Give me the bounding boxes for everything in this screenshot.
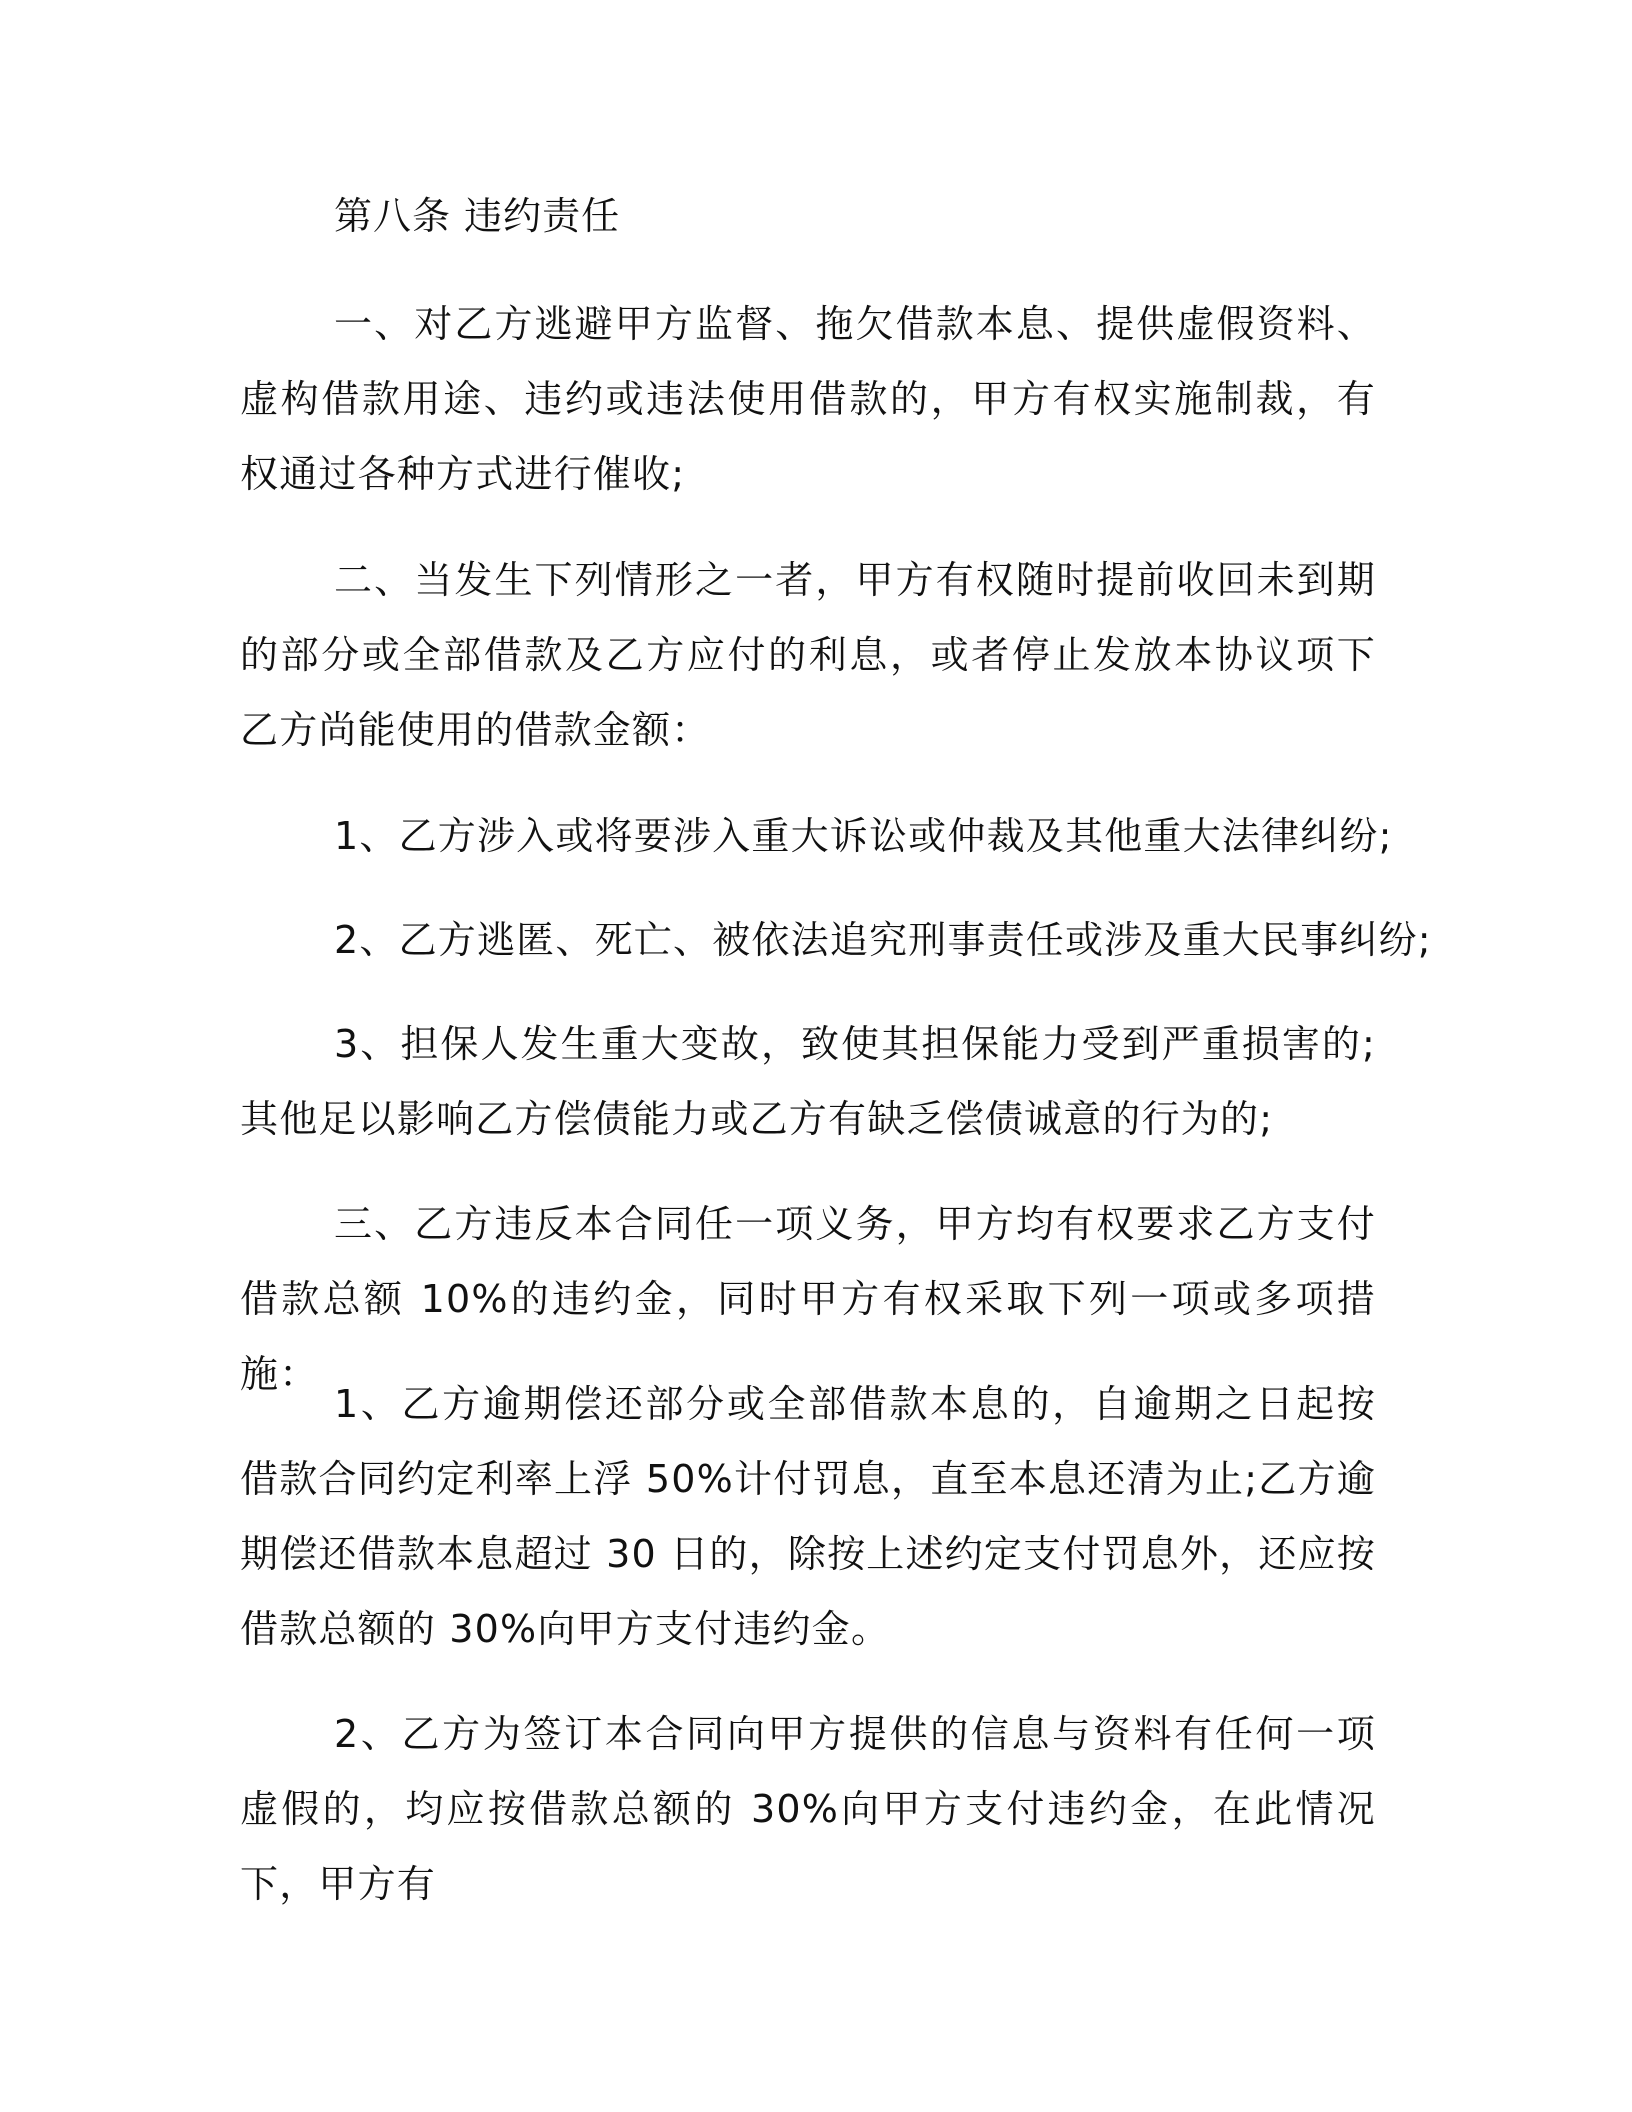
paragraph-3-item-1-overdue: 1、乙方逾期偿还部分或全部借款本息的，自逾期之日起按借款合同约定利率上浮 50%计付罚息，直至本息还清为止;乙方逾期偿还借款本息超过 30 日的，除按上述约定支付罚息外，还应按借款总额的 30%向甲方支付违约金。 xyxy=(240,1382,1376,1651)
paragraph-2-item-2-absconding: 2、乙方逃匿、死亡、被依法追究刑事责任或涉及重大民事纠纷; xyxy=(334,918,1432,962)
paragraph-2-item-3-guarantor: 3、担保人发生重大变故，致使其担保能力受到严重损害的;其他足以影响乙方偿债能力或乙方有缺乏偿债诚意的行为的; xyxy=(240,1022,1376,1141)
paragraph-3-item-2-false-info: 2、乙方为签订本合同向甲方提供的信息与资料有任何一项虚假的，均应按借款总额的 30%向甲方支付违约金，在此情况下，甲方有 xyxy=(240,1712,1376,1906)
article-title: 第八条 违约责任 xyxy=(334,194,621,238)
paragraph-2-item-1-litigation: 1、乙方涉入或将要涉入重大诉讼或仲裁及其他重大法律纠纷; xyxy=(334,814,1393,858)
paragraph-1-evasion-sanctions: 一、对乙方逃避甲方监督、拖欠借款本息、提供虚假资料、虚构借款用途、违约或违法使用借款的，甲方有权实施制裁，有权通过各种方式进行催收; xyxy=(240,302,1376,496)
paragraph-2-early-recall: 二、当发生下列情形之一者，甲方有权随时提前收回未到期的部分或全部借款及乙方应付的利息，或者停止发放本协议项下乙方尚能使用的借款金额： xyxy=(240,558,1376,752)
paragraph-3-penalty: 三、乙方违反本合同任一项义务，甲方均有权要求乙方支付借款总额 10%的违约金，同时甲方有权采取下列一项或多项措施： xyxy=(240,1202,1376,1396)
